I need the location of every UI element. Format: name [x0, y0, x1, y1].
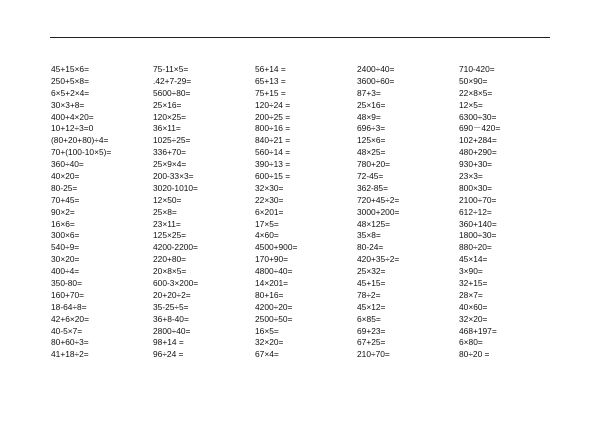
math-problem: 32×30=	[255, 182, 284, 193]
math-problem: 20+20÷2=	[153, 289, 191, 300]
math-problem: 3020-1010=	[153, 182, 198, 193]
math-problem: 70+45=	[51, 194, 80, 205]
math-problem: 36×11=	[153, 123, 181, 134]
math-problem: 75+15 =	[255, 87, 286, 98]
math-problem: 930+30=	[459, 159, 493, 170]
math-problem: 4200÷20=	[255, 301, 293, 312]
math-problem: 2100÷70=	[459, 194, 497, 205]
math-problem: 250+5×8=	[51, 75, 89, 86]
math-problem: 30×3+8=	[51, 99, 85, 110]
math-problem: 6×5+2×4=	[51, 87, 90, 98]
header-rule	[50, 37, 550, 38]
math-problem: 2500÷50=	[255, 313, 293, 324]
math-problem: 612÷12=	[459, 206, 492, 217]
math-problem: 800÷16 =	[255, 123, 291, 134]
math-problem: 22×8×5=	[459, 87, 493, 98]
math-problem: 4500+900=	[255, 242, 298, 253]
math-problem: 600-3×200=	[153, 278, 199, 289]
math-problem: 67+25=	[357, 337, 386, 348]
math-problem: 32+15=	[459, 278, 488, 289]
math-problem: 360÷40=	[51, 159, 84, 170]
math-problem: 87+3=	[357, 87, 381, 98]
math-problem: 48×125=	[357, 218, 391, 229]
math-problem: 6×201=	[255, 206, 284, 217]
math-problem: 102+284=	[459, 135, 497, 146]
math-problem: 300×6=	[51, 230, 80, 241]
math-problem: 36+8-40=	[153, 313, 189, 324]
math-problem: 45×14=	[459, 254, 488, 265]
math-problem: 80+60÷3=	[51, 337, 89, 348]
math-problem: 710-420=	[459, 64, 495, 74]
math-problem: 120×25=	[153, 111, 187, 122]
math-problem: 210÷70=	[357, 349, 390, 360]
math-problem: 42+6×20=	[51, 313, 89, 324]
math-problem: 80-25=	[51, 182, 78, 193]
math-problem: 12×5=	[459, 99, 483, 110]
problem-column-1	[51, 64, 153, 361]
math-problem: 800×30=	[459, 182, 493, 193]
math-problem: 70+(100-10×5)=	[51, 147, 112, 158]
problem-column-3	[255, 64, 357, 361]
math-problem: 45×12=	[357, 301, 386, 312]
math-problem: 840÷21 =	[255, 135, 291, 146]
problem-column-2	[153, 64, 255, 361]
math-problem: (80+20+80)÷4=	[51, 135, 109, 146]
math-problem: 4×60=	[255, 230, 279, 241]
math-problem: 65+13 =	[255, 75, 286, 86]
math-problem: 98+14 =	[153, 337, 184, 348]
math-problem: 6×80=	[459, 337, 483, 348]
math-problem: 120÷24 =	[255, 99, 291, 110]
math-problem: 2400÷40=	[357, 64, 395, 74]
problem-grid	[51, 64, 561, 361]
math-problem: 2800÷40=	[153, 325, 191, 336]
math-problem: 170+90=	[255, 254, 289, 265]
math-problem: 75-11×5=	[153, 64, 189, 74]
math-problem: 600÷15 =	[255, 171, 291, 182]
math-problem: 80-24=	[357, 242, 384, 253]
math-problem: 90×2=	[51, 206, 75, 217]
math-problem: 48×25=	[357, 147, 386, 158]
math-problem: 480+290=	[459, 147, 497, 158]
math-problem: 696÷3=	[357, 123, 386, 134]
math-problem: 96÷24 =	[153, 349, 184, 360]
math-problem: 3×90=	[459, 266, 483, 277]
math-problem: 69+23=	[357, 325, 386, 336]
math-problem: 25×16=	[153, 99, 182, 110]
math-problem: 17×5=	[255, 218, 279, 229]
math-problem: 78÷2=	[357, 289, 381, 300]
math-problem: 420+35÷2=	[357, 254, 400, 265]
math-problem: 48×9=	[357, 111, 381, 122]
math-problem: 40×20=	[51, 171, 80, 182]
math-problem: 390÷13 =	[255, 159, 291, 170]
math-problem: 160+70=	[51, 289, 85, 300]
problem-column-4	[357, 64, 459, 361]
math-problem: 4800÷40=	[255, 266, 293, 277]
math-problem: 35-25÷5=	[153, 301, 189, 312]
math-problem: 56+14 =	[255, 64, 286, 74]
math-problem: 18-64÷8=	[51, 301, 87, 312]
math-problem: 720+45÷2=	[357, 194, 400, 205]
math-problem: 25×8=	[153, 206, 177, 217]
math-problem: 41+18÷2=	[51, 349, 89, 360]
math-problem: 200-33×3=	[153, 171, 194, 182]
math-problem: 540÷9=	[51, 242, 80, 253]
math-problem: 468+197=	[459, 325, 497, 336]
math-problem: 50×90=	[459, 75, 488, 86]
math-problem: 40×60=	[459, 301, 488, 312]
math-problem: 125×25=	[153, 230, 187, 241]
math-problem: 350-80=	[51, 278, 82, 289]
math-problem: 12×50=	[153, 194, 182, 205]
math-problem: 690－420=	[459, 123, 501, 134]
math-problem: 23×11=	[153, 218, 181, 229]
math-problem: 30×20=	[51, 254, 80, 265]
math-problem: 5600÷80=	[153, 87, 191, 98]
math-problem: 25×9×4=	[153, 159, 187, 170]
math-problem: 80+16=	[255, 289, 284, 300]
math-problem: 780+20=	[357, 159, 391, 170]
math-problem: 23×3=	[459, 171, 483, 182]
math-problem: 25×16=	[357, 99, 386, 110]
math-problem: 3600÷60=	[357, 75, 395, 86]
math-problem: 32×20=	[255, 337, 284, 348]
math-problem: 6×85=	[357, 313, 381, 324]
math-problem: 20×8×5=	[153, 266, 187, 277]
math-problem: 125×6=	[357, 135, 386, 146]
math-problem: 16×6=	[51, 218, 75, 229]
math-problem: 220+80=	[153, 254, 187, 265]
math-problem: 72-45=	[357, 171, 384, 182]
math-problem: 28×7=	[459, 289, 483, 300]
math-problem: 32×20=	[459, 313, 488, 324]
math-problem: 880÷20=	[459, 242, 492, 253]
math-problem: 336+70=	[153, 147, 187, 158]
math-problem: 1800÷30=	[459, 230, 497, 241]
math-problem: 25×32=	[357, 266, 386, 277]
math-problem: 1025÷25=	[153, 135, 191, 146]
math-problem: 10+12÷3=0	[51, 123, 94, 134]
math-problem: .42+7-29=	[153, 75, 192, 86]
math-problem: 400+4×20=	[51, 111, 94, 122]
math-problem: 45+15=	[357, 278, 386, 289]
math-problem: 360+140=	[459, 218, 497, 229]
math-problem: 362-85=	[357, 182, 388, 193]
math-problem: 16×5=	[255, 325, 279, 336]
math-problem: 35×8=	[357, 230, 381, 241]
math-problem: 400÷4=	[51, 266, 80, 277]
math-problem: 45+15×6=	[51, 64, 89, 74]
math-problem: 67×4=	[255, 349, 279, 360]
math-problem: 22×30=	[255, 194, 284, 205]
math-problem: 80÷20 =	[459, 349, 490, 360]
math-problem: 4200-2200=	[153, 242, 198, 253]
math-problem: 40-5×7=	[51, 325, 83, 336]
math-problem: 560÷14 =	[255, 147, 291, 158]
math-problem: 200÷25 =	[255, 111, 291, 122]
math-problem: 3000+200=	[357, 206, 400, 217]
problem-column-5	[459, 64, 561, 361]
math-problem: 14×201=	[255, 278, 289, 289]
math-problem: 6300÷30=	[459, 111, 497, 122]
